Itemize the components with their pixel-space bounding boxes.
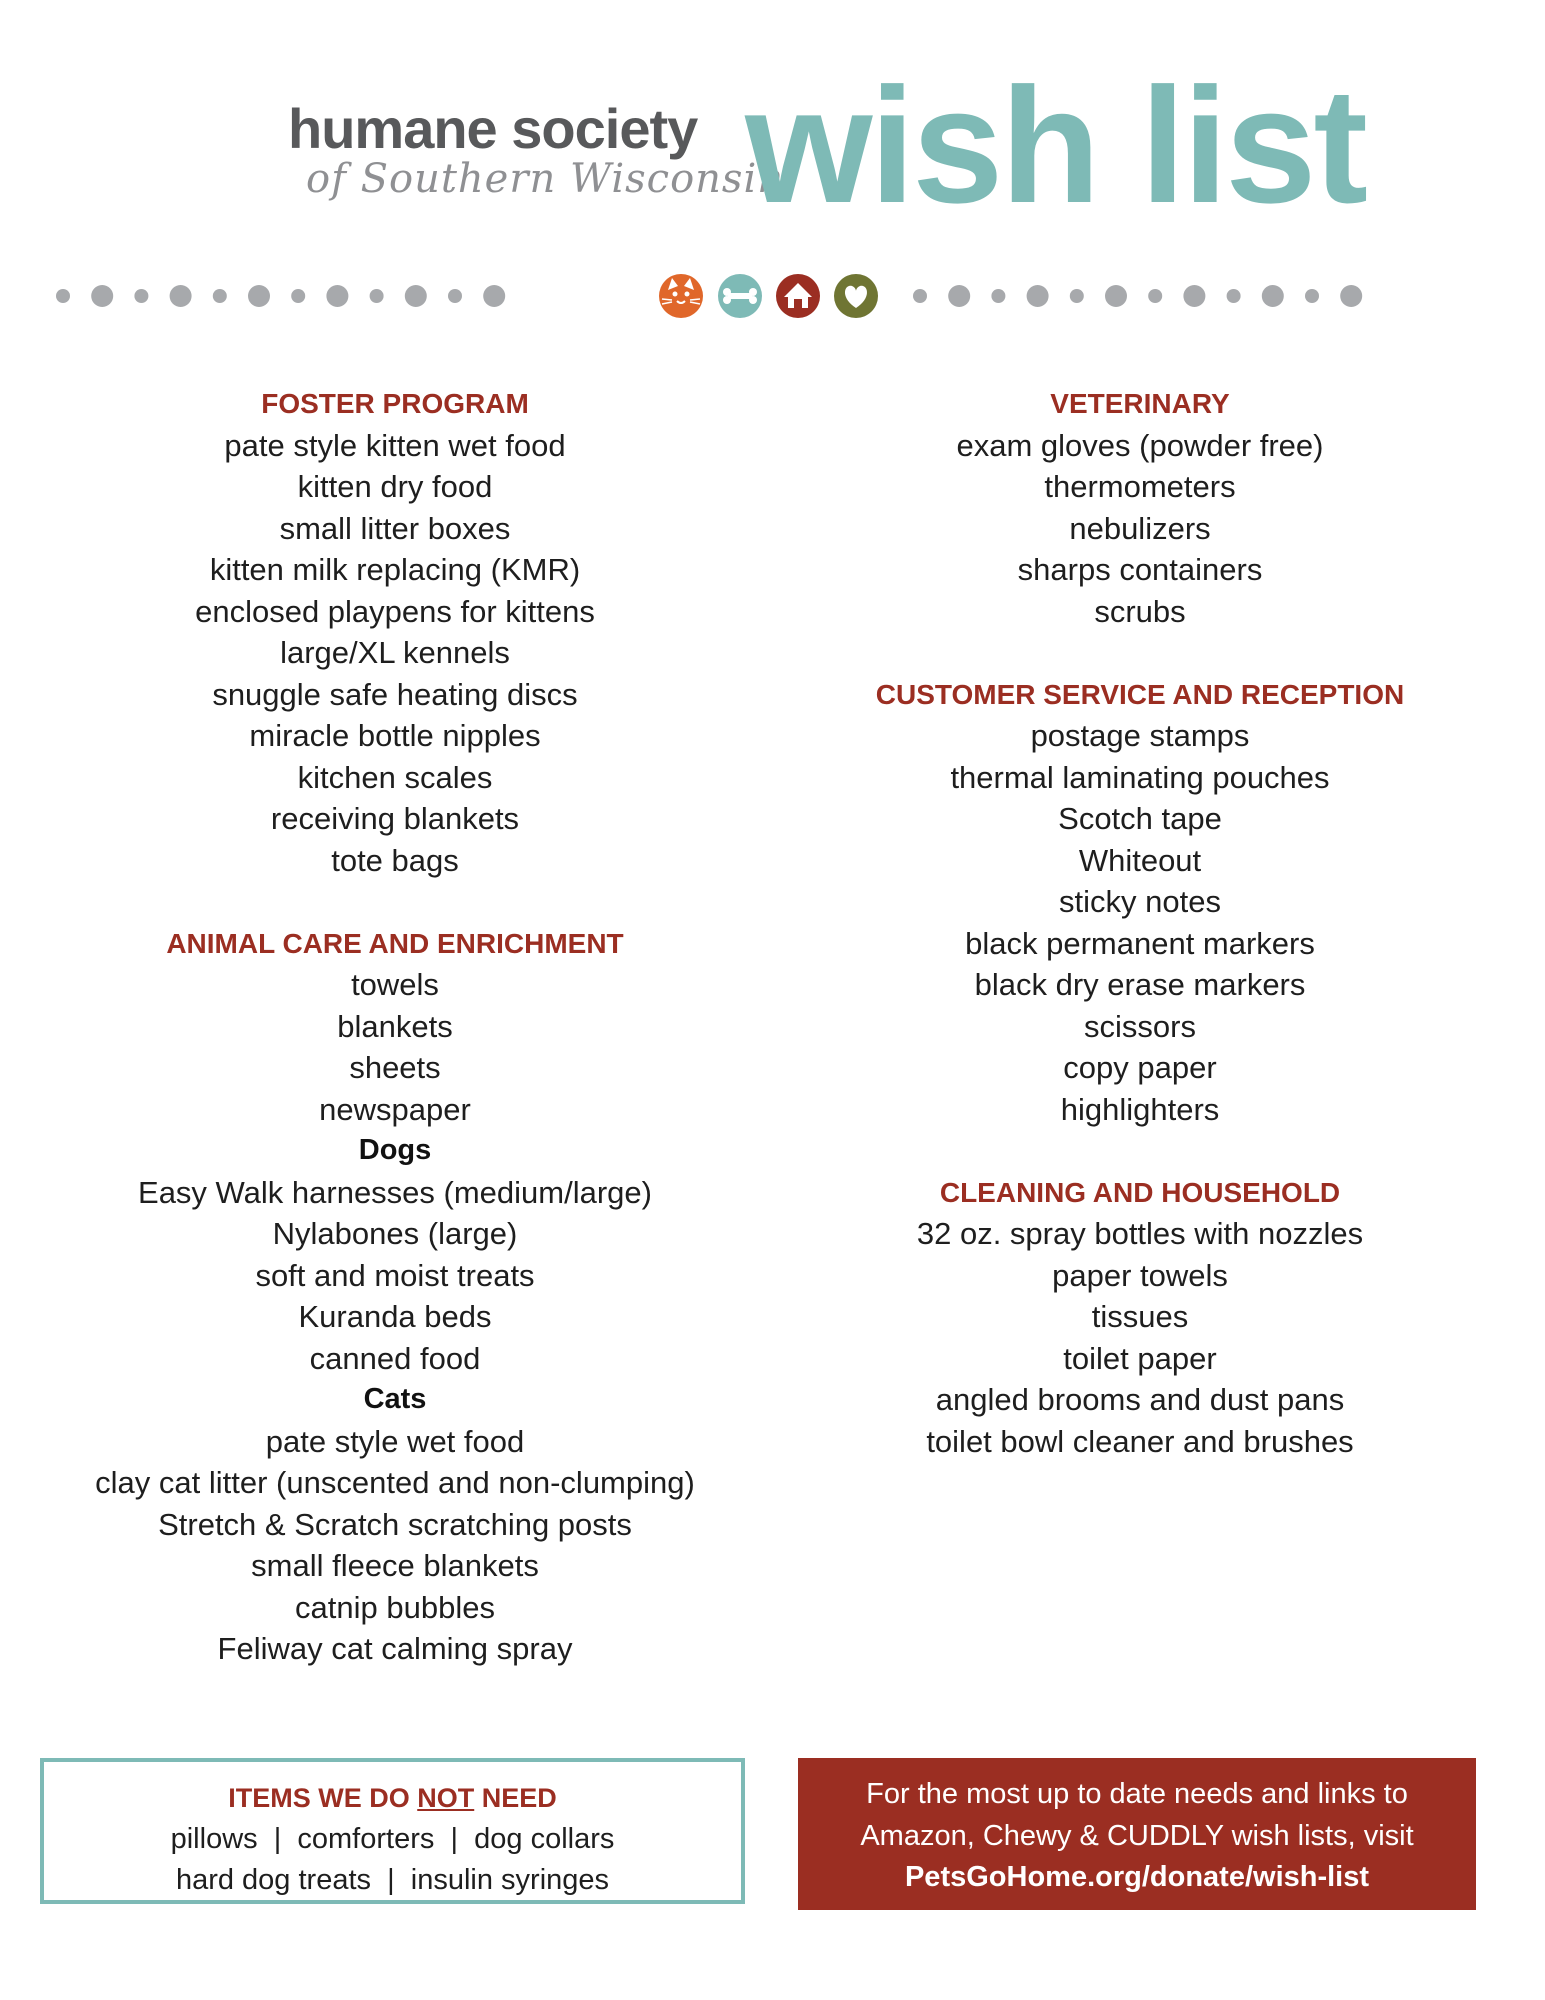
list-item: thermometers	[1044, 469, 1236, 504]
divider-dot	[1183, 285, 1205, 307]
not-needed-heading	[44, 1778, 741, 1819]
list-item: Feliway cat calming spray	[217, 1631, 573, 1666]
list-item: toilet bowl cleaner and brushes	[926, 1423, 1354, 1459]
divider-dot	[56, 289, 70, 303]
divider-dot	[1105, 285, 1127, 307]
subheading-cats: Cats	[363, 1383, 427, 1415]
list-item: blankets	[337, 1008, 453, 1044]
divider-dot	[370, 289, 384, 303]
divider-dot	[134, 289, 148, 303]
list-item: snuggle safe heating discs	[212, 676, 578, 712]
list-item: toilet paper	[1063, 1340, 1217, 1376]
page-header	[0, 54, 1545, 240]
spacer	[780, 632, 1500, 674]
list-item: paper towels	[1052, 1257, 1228, 1293]
right-column	[780, 383, 1500, 1462]
list-item: Kuranda beds	[298, 1299, 492, 1334]
divider-dot	[991, 289, 1005, 303]
dot-divider	[0, 270, 1545, 322]
divider-dot	[1148, 289, 1162, 303]
list-item: pate style wet food	[265, 1423, 525, 1459]
list-item: thermal laminating pouches	[950, 759, 1330, 795]
list-item: scissors	[1084, 1008, 1196, 1044]
list-item: sharps containers	[1017, 552, 1263, 587]
heading-not: NOT	[417, 1783, 475, 1813]
visit-website-box	[798, 1758, 1476, 1910]
list-item: exam gloves (powder free)	[956, 427, 1324, 463]
list-item: postage stamps	[1030, 718, 1250, 753]
not-needed-line: hard dog treats | insulin syringes	[175, 1864, 610, 1896]
divider-dots-right	[913, 285, 1362, 307]
heading-text: NEED	[474, 1783, 557, 1813]
list-item: miracle bottle nipples	[249, 718, 541, 753]
list-item: catnip bubbles	[295, 1589, 495, 1625]
list-item: 32 oz. spray bottles with nozzles	[916, 1216, 1364, 1251]
list-item: soft and moist treats	[255, 1257, 535, 1293]
divider-dot	[326, 285, 348, 307]
divider-dot	[1027, 285, 1049, 307]
divider-dot	[948, 285, 970, 307]
divider-dot	[1262, 285, 1284, 307]
website-link[interactable]: PetsGoHome.org/donate/wish-list	[904, 1861, 1370, 1893]
house-icon	[776, 274, 820, 318]
divider-dot	[1340, 285, 1362, 307]
divider-dot	[291, 289, 305, 303]
divider-dot	[170, 285, 192, 307]
divider-dot	[483, 285, 505, 307]
list-item: angled brooms and dust pans	[935, 1382, 1345, 1417]
org-name: humane society	[288, 97, 698, 160]
list-item: kitchen scales	[297, 759, 493, 795]
bone-icon	[718, 274, 762, 318]
list-item: small fleece blankets	[251, 1548, 539, 1583]
list-item: black permanent markers	[965, 925, 1315, 961]
list-item: sheets	[349, 1050, 441, 1085]
list-item: large/XL kennels	[280, 635, 510, 670]
list-item: tissues	[1091, 1299, 1189, 1334]
divider-dot	[1227, 289, 1241, 303]
left-column	[45, 383, 745, 1670]
divider-dot	[913, 289, 927, 303]
list-item: Nylabones (large)	[272, 1216, 518, 1251]
subheading-dogs: Dogs	[358, 1134, 432, 1166]
heading-text: ITEMS WE DO	[228, 1783, 418, 1813]
list-item: kitten milk replacing (KMR)	[209, 552, 581, 587]
not-needed-line: pillows | comforters | dog collars	[170, 1823, 615, 1855]
list-item: Stretch & Scratch scratching posts	[158, 1506, 632, 1542]
list-item: canned food	[309, 1340, 481, 1376]
list-item: scrubs	[1094, 593, 1186, 629]
list-item: black dry erase markers	[974, 967, 1306, 1002]
list-item: copy paper	[1063, 1050, 1217, 1085]
spacer	[45, 881, 745, 923]
divider-dot	[1070, 289, 1084, 303]
divider-dot	[405, 285, 427, 307]
list-item: Scotch tape	[1058, 801, 1222, 836]
visit-line: Amazon, Chewy & CUDDLY wish lists, visit	[860, 1819, 1414, 1852]
section-heading-foster-program: FOSTER PROGRAM	[261, 388, 529, 419]
list-item: small litter boxes	[279, 510, 511, 546]
section-heading-animal-care: ANIMAL CARE AND ENRICHMENT	[166, 927, 624, 959]
cat-face-icon	[659, 274, 703, 318]
list-item: tote bags	[331, 842, 459, 878]
divider-dot	[213, 289, 227, 303]
visit-line: For the most up to date needs and links to	[866, 1778, 1408, 1810]
divider-dots-left	[56, 285, 505, 307]
items-not-needed-box	[40, 1758, 745, 1904]
org-subtitle: of Southern Wisconsin	[306, 156, 785, 202]
list-item: receiving blankets	[270, 801, 520, 836]
list-item: highlighters	[1060, 1091, 1220, 1127]
list-item: enclosed playpens for kittens	[195, 593, 595, 629]
list-item: newspaper	[319, 1091, 471, 1127]
section-heading-customer-service: CUSTOMER SERVICE AND RECEPTION	[875, 678, 1405, 710]
divider-dot	[248, 285, 270, 307]
divider-dot	[448, 289, 462, 303]
divider-dot	[91, 285, 113, 307]
section-heading-cleaning: CLEANING AND HOUSEHOLD	[939, 1176, 1341, 1208]
list-item: Easy Walk harnesses (medium/large)	[138, 1174, 652, 1210]
list-item: clay cat litter (unscented and non-clumping)	[95, 1465, 695, 1500]
list-item: towels	[351, 967, 439, 1002]
list-item: nebulizers	[1069, 510, 1211, 546]
heart-icon	[834, 274, 878, 318]
section-heading-veterinary: VETERINARY	[1050, 388, 1230, 419]
list-item: kitten dry food	[297, 469, 493, 504]
list-item: sticky notes	[1059, 884, 1221, 919]
list-item: Whiteout	[1078, 842, 1202, 878]
spacer	[780, 1130, 1500, 1172]
page-title: wish list	[745, 54, 1366, 237]
list-item: pate style kitten wet food	[224, 427, 566, 463]
divider-dot	[1305, 289, 1319, 303]
